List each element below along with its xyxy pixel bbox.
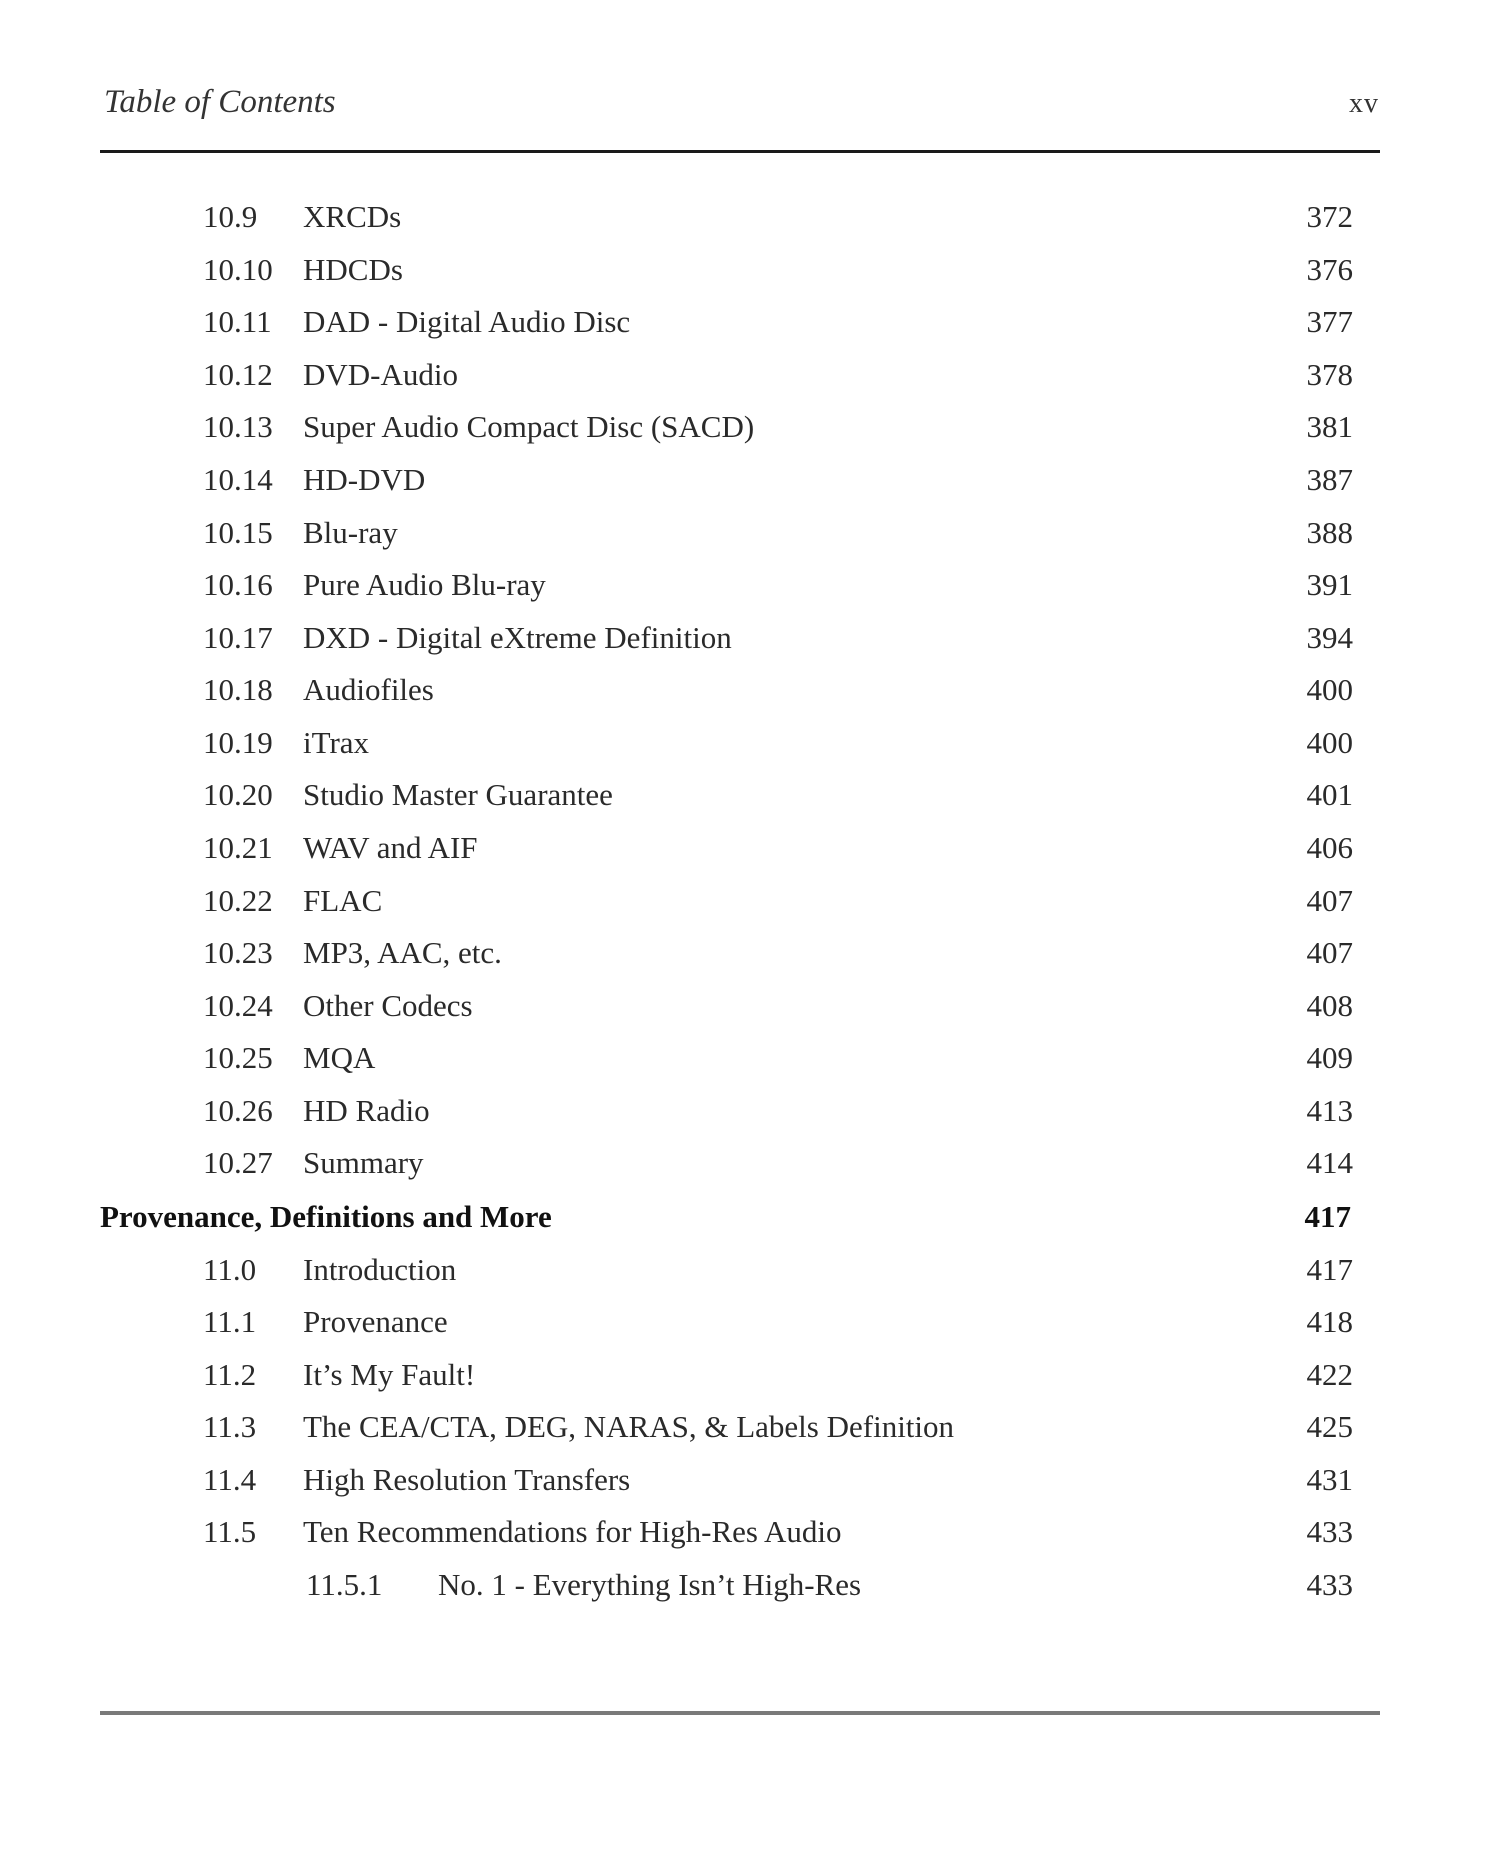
toc-entry-number: 10.9 xyxy=(203,199,258,234)
toc-entry-title: Summary xyxy=(303,1145,424,1180)
toc-entry-title: MQA xyxy=(303,1040,376,1075)
toc-entry-title: Ten Recommendations for High-Res Audio xyxy=(303,1514,842,1549)
toc-entry-title: Audiofiles xyxy=(303,672,434,707)
toc-entry-number: 11.2 xyxy=(203,1357,257,1392)
toc-entry-page: 408 xyxy=(1306,988,1353,1023)
toc-entry-title: HDCDs xyxy=(303,252,403,287)
toc-entry-page: 409 xyxy=(1306,1040,1353,1075)
toc-entry xyxy=(0,357,1500,409)
toc-chapter-heading xyxy=(0,1199,1500,1251)
toc-entry-number: 10.26 xyxy=(203,1093,273,1128)
toc-entry-number: 11.4 xyxy=(203,1462,257,1497)
toc-entry xyxy=(0,252,1500,304)
toc-entry xyxy=(0,1357,1500,1409)
toc-entry-number: 10.22 xyxy=(203,883,273,918)
toc-entry-title: Introduction xyxy=(303,1252,457,1287)
toc-entry-page: 391 xyxy=(1306,567,1353,602)
toc-entry-title: Studio Master Guarantee xyxy=(303,777,613,812)
toc-entry-number: 10.23 xyxy=(203,935,273,970)
toc-entry-page: 388 xyxy=(1306,515,1353,550)
toc-entry-number: 10.12 xyxy=(203,357,273,392)
toc-entry-title: iTrax xyxy=(303,725,370,760)
toc-entry xyxy=(0,1040,1500,1092)
toc-entry-number: 10.27 xyxy=(203,1145,273,1180)
toc-entry xyxy=(0,409,1500,461)
toc-entry xyxy=(0,1514,1500,1566)
footer-rule xyxy=(100,1711,1380,1715)
toc-entry-title: MP3, AAC, etc. xyxy=(303,935,502,970)
toc-subentry-number: 11.5.1 xyxy=(306,1567,383,1602)
toc-entry xyxy=(0,1145,1500,1197)
toc-entry-number: 10.24 xyxy=(203,988,273,1023)
toc-entry-page: 400 xyxy=(1306,725,1353,760)
toc-entry-number: 10.10 xyxy=(203,252,273,287)
toc-entry-page: 407 xyxy=(1306,883,1353,918)
toc-entry-page: 431 xyxy=(1306,1462,1353,1497)
toc-entry-number: 11.3 xyxy=(203,1409,257,1444)
toc-entry-number: 10.11 xyxy=(203,304,272,339)
header-rule xyxy=(100,150,1380,153)
toc-entry-page: 376 xyxy=(1306,252,1353,287)
toc-subentry-page: 433 xyxy=(1306,1567,1353,1602)
toc-entry xyxy=(0,830,1500,882)
running-header-title: Table of Contents xyxy=(104,84,336,120)
toc-entry-number: 10.25 xyxy=(203,1040,273,1075)
toc-entry-title: HD-DVD xyxy=(303,462,426,497)
toc-entry-number: 11.1 xyxy=(203,1304,257,1339)
toc-entry xyxy=(0,725,1500,777)
toc-entry-page: 378 xyxy=(1306,357,1353,392)
toc-entry-title: Blu-ray xyxy=(303,515,398,550)
toc-entry-page: 414 xyxy=(1306,1145,1353,1180)
toc-entry xyxy=(0,1462,1500,1514)
toc-entry xyxy=(0,515,1500,567)
toc-entry xyxy=(0,1409,1500,1461)
toc-entry-title: DVD-Audio xyxy=(303,357,458,392)
toc-chapter-page: 417 xyxy=(1304,1199,1351,1234)
toc-entry-page: 418 xyxy=(1306,1304,1353,1339)
toc-entry xyxy=(0,1093,1500,1145)
toc-entry-number: 10.16 xyxy=(203,567,273,602)
toc-entry xyxy=(0,620,1500,672)
page-number: xv xyxy=(1349,88,1379,119)
toc-chapter-title: Provenance, Definitions and More xyxy=(100,1199,552,1234)
toc-entry-title: XRCDs xyxy=(303,199,402,234)
toc-entry-number: 10.20 xyxy=(203,777,273,812)
toc-entry-page: 387 xyxy=(1306,462,1353,497)
toc-entry-number: 10.17 xyxy=(203,620,273,655)
toc-entry-title: Other Codecs xyxy=(303,988,473,1023)
toc-entry xyxy=(0,988,1500,1040)
toc-entry-page: 372 xyxy=(1306,199,1353,234)
toc-entry-number: 10.14 xyxy=(203,462,273,497)
toc-entry-number: 10.15 xyxy=(203,515,273,550)
toc-entry-page: 422 xyxy=(1306,1357,1353,1392)
toc-entry-page: 394 xyxy=(1306,620,1353,655)
toc-entry xyxy=(0,883,1500,935)
toc-entry-number: 11.5 xyxy=(203,1514,257,1549)
toc-entry xyxy=(0,567,1500,619)
toc-entry-page: 425 xyxy=(1306,1409,1353,1444)
toc-entry-page: 381 xyxy=(1306,409,1353,444)
toc-entry-title: DAD - Digital Audio Disc xyxy=(303,304,631,339)
toc-entry-number: 10.13 xyxy=(203,409,273,444)
toc-entry xyxy=(0,1252,1500,1304)
toc-entry-page: 407 xyxy=(1306,935,1353,970)
toc-subentry-title: No. 1 - Everything Isn’t High-Res xyxy=(438,1567,862,1602)
toc-entry-page: 401 xyxy=(1306,777,1353,812)
toc-entry-page: 400 xyxy=(1306,672,1353,707)
toc-subentry xyxy=(0,1567,1500,1619)
toc-entry xyxy=(0,462,1500,514)
toc-entry xyxy=(0,777,1500,829)
toc-entry-page: 413 xyxy=(1306,1093,1353,1128)
toc-entry-number: 11.0 xyxy=(203,1252,257,1287)
toc-entry-title: Provenance xyxy=(303,1304,448,1339)
toc-entry xyxy=(0,1304,1500,1356)
toc-entry-number: 10.18 xyxy=(203,672,273,707)
toc-entry-page: 433 xyxy=(1306,1514,1353,1549)
toc-entry xyxy=(0,935,1500,987)
toc-entry-title: HD Radio xyxy=(303,1093,430,1128)
toc-entry xyxy=(0,304,1500,356)
toc-entry-title: Super Audio Compact Disc (SACD) xyxy=(303,409,755,444)
toc-entry-title: FLAC xyxy=(303,883,383,918)
toc-entry-number: 10.19 xyxy=(203,725,273,760)
toc-entry xyxy=(0,672,1500,724)
toc-entry-title: It’s My Fault! xyxy=(303,1357,476,1392)
toc-entry-title: High Resolution Transfers xyxy=(303,1462,631,1497)
toc-entry-title: Pure Audio Blu-ray xyxy=(303,567,546,602)
toc-entry-title: The CEA/CTA, DEG, NARAS, & Labels Definition xyxy=(303,1409,955,1444)
toc-entry-page: 377 xyxy=(1306,304,1353,339)
toc-entry xyxy=(0,199,1500,251)
toc-entry-title: DXD - Digital eXtreme Definition xyxy=(303,620,732,655)
toc-entry-page: 406 xyxy=(1306,830,1353,865)
toc-entry-page: 417 xyxy=(1306,1252,1353,1287)
toc-entry-number: 10.21 xyxy=(203,830,273,865)
toc-entry-title: WAV and AIF xyxy=(303,830,478,865)
